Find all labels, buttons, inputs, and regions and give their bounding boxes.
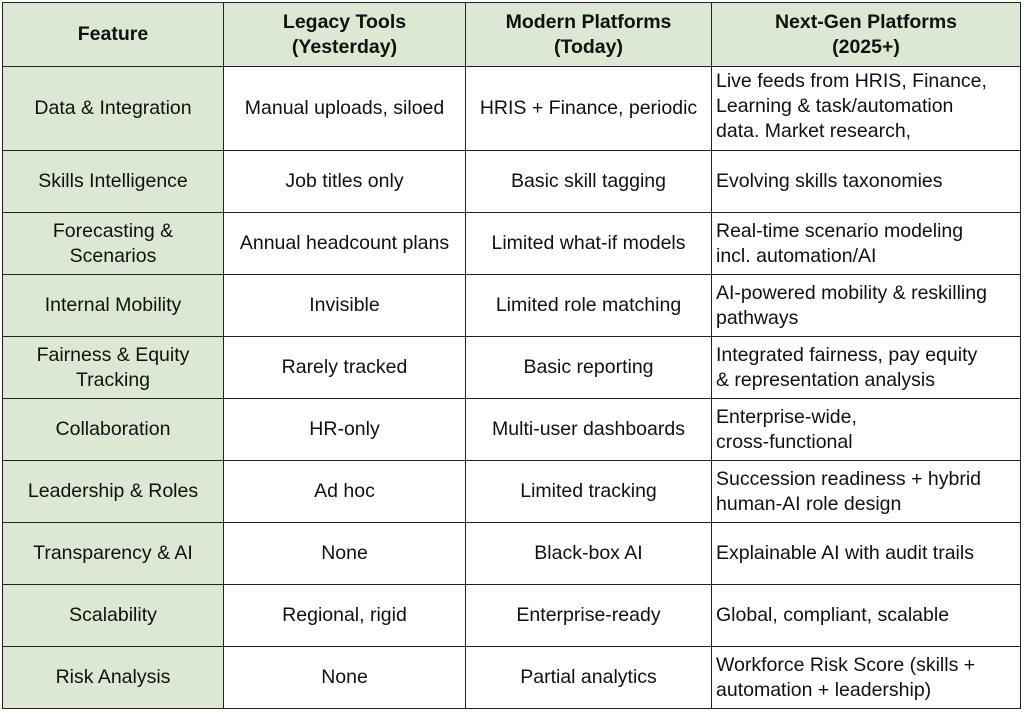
modern-text: HRIS + Finance, periodic (479, 97, 698, 119)
nextgen-text: Real-time scenario modeling (716, 219, 964, 242)
table-row (3, 399, 1021, 461)
nextgen-cell (712, 275, 1021, 337)
feature-label: Scalability (69, 604, 157, 626)
legacy-cell (224, 337, 466, 399)
nextgen-text: AI-powered mobility & reskilling (716, 281, 987, 304)
feature-cell (3, 151, 224, 213)
nextgen-cell (712, 399, 1021, 461)
modern-text: Limited role matching (495, 294, 682, 316)
nextgen-text: Learning & task/automation (716, 95, 954, 117)
legacy-cell (224, 585, 466, 647)
legacy-text: Ad hoc (314, 480, 375, 502)
legacy-text: Rarely tracked (281, 356, 408, 378)
modern-cell (466, 399, 712, 461)
nextgen-cell (712, 213, 1021, 275)
header-feature (3, 3, 224, 67)
modern-cell (466, 647, 712, 709)
feature-label: Tracking (75, 368, 151, 391)
header-row (3, 3, 1021, 67)
legacy-text: Job titles only (285, 170, 404, 192)
legacy-text: Invisible (309, 294, 380, 316)
modern-text: Multi-user dashboards (492, 418, 685, 440)
nextgen-cell (712, 647, 1021, 709)
table-row (3, 523, 1021, 585)
feature-cell (3, 461, 224, 523)
nextgen-text: cross-functional (716, 430, 853, 453)
table-row (3, 461, 1021, 523)
feature-label: Internal Mobility (44, 294, 182, 316)
nextgen-text: data. Market research, (716, 120, 912, 142)
legacy-cell (224, 151, 466, 213)
feature-label: Scenarios (69, 244, 157, 267)
feature-cell (3, 337, 224, 399)
feature-cell (3, 523, 224, 585)
feature-label: Collaboration (55, 418, 171, 440)
feature-label: Data & Integration (34, 97, 192, 119)
header-nextgen-line: Next-Gen Platforms (774, 10, 958, 33)
header-legacy-line: Legacy Tools (282, 10, 407, 33)
table-row (3, 585, 1021, 647)
legacy-text: HR-only (309, 418, 380, 440)
modern-cell (466, 337, 712, 399)
legacy-cell (224, 275, 466, 337)
table-row (3, 647, 1021, 709)
feature-label: Fairness & Equity (36, 343, 190, 366)
nextgen-text: Enterprise-wide, (716, 405, 857, 428)
legacy-cell (224, 213, 466, 275)
nextgen-text: Succession readiness + hybrid (716, 467, 982, 490)
nextgen-cell (712, 461, 1021, 523)
nextgen-text: human-AI role design (716, 492, 902, 515)
feature-cell (3, 275, 224, 337)
header-legacy-line: (Yesterday) (291, 35, 398, 58)
legacy-text: Manual uploads, siloed (244, 97, 445, 119)
table-body (3, 67, 1021, 709)
header-modern-line: Modern Platforms (505, 10, 672, 33)
header-legacy (224, 3, 466, 67)
feature-label: Skills Intelligence (38, 170, 188, 192)
header-feature-text: Feature (77, 23, 149, 45)
legacy-cell (224, 461, 466, 523)
nextgen-text: Live feeds from HRIS, Finance, (716, 70, 987, 92)
modern-text: Enterprise-ready (516, 604, 661, 626)
table-row (3, 275, 1021, 337)
feature-cell (3, 647, 224, 709)
header-nextgen (712, 3, 1021, 67)
table-row (3, 151, 1021, 213)
feature-label: Transparency & AI (33, 542, 193, 564)
legacy-text: None (321, 542, 368, 564)
nextgen-cell (712, 151, 1021, 213)
legacy-cell (224, 647, 466, 709)
legacy-text: None (321, 666, 368, 688)
feature-cell (3, 213, 224, 275)
nextgen-cell (712, 67, 1021, 151)
modern-cell (466, 461, 712, 523)
table-row (3, 337, 1021, 399)
comparison-table (2, 2, 1021, 709)
modern-text: Limited tracking (520, 480, 657, 502)
nextgen-cell (712, 585, 1021, 647)
nextgen-cell (712, 337, 1021, 399)
legacy-text: Annual headcount plans (239, 232, 450, 254)
modern-cell (466, 585, 712, 647)
feature-label: Leadership & Roles (27, 480, 199, 502)
nextgen-text: automation + leadership) (716, 678, 932, 701)
modern-text: Basic reporting (523, 356, 654, 378)
nextgen-text: pathways (716, 306, 799, 329)
modern-text: Limited what-if models (491, 232, 686, 254)
modern-text: Partial analytics (520, 666, 657, 688)
nextgen-text: & representation analysis (716, 368, 935, 391)
header-nextgen-line: (2025+) (832, 35, 900, 58)
legacy-cell (224, 523, 466, 585)
nextgen-text: Integrated fairness, pay equity (716, 343, 978, 366)
modern-cell (466, 67, 712, 151)
legacy-text: Regional, rigid (282, 604, 407, 626)
feature-cell (3, 585, 224, 647)
modern-cell (466, 213, 712, 275)
nextgen-text: Evolving skills taxonomies (716, 170, 943, 192)
modern-cell (466, 275, 712, 337)
modern-text: Basic skill tagging (511, 170, 666, 192)
feature-label: Forecasting & (52, 219, 174, 242)
header-modern-line: (Today) (554, 35, 623, 58)
header-modern (466, 3, 712, 67)
feature-cell (3, 399, 224, 461)
table-row (3, 213, 1021, 275)
nextgen-text: incl. automation/AI (716, 244, 877, 267)
nextgen-text: Explainable AI with audit trails (716, 542, 974, 564)
modern-cell (466, 151, 712, 213)
modern-text: Black-box AI (534, 542, 643, 564)
legacy-cell (224, 399, 466, 461)
table-row (3, 67, 1021, 151)
nextgen-cell (712, 523, 1021, 585)
legacy-cell (224, 67, 466, 151)
nextgen-text: Workforce Risk Score (skills + (716, 653, 976, 676)
feature-cell (3, 67, 224, 151)
modern-cell (466, 523, 712, 585)
feature-label: Risk Analysis (55, 666, 171, 688)
nextgen-text: Global, compliant, scalable (716, 604, 950, 626)
